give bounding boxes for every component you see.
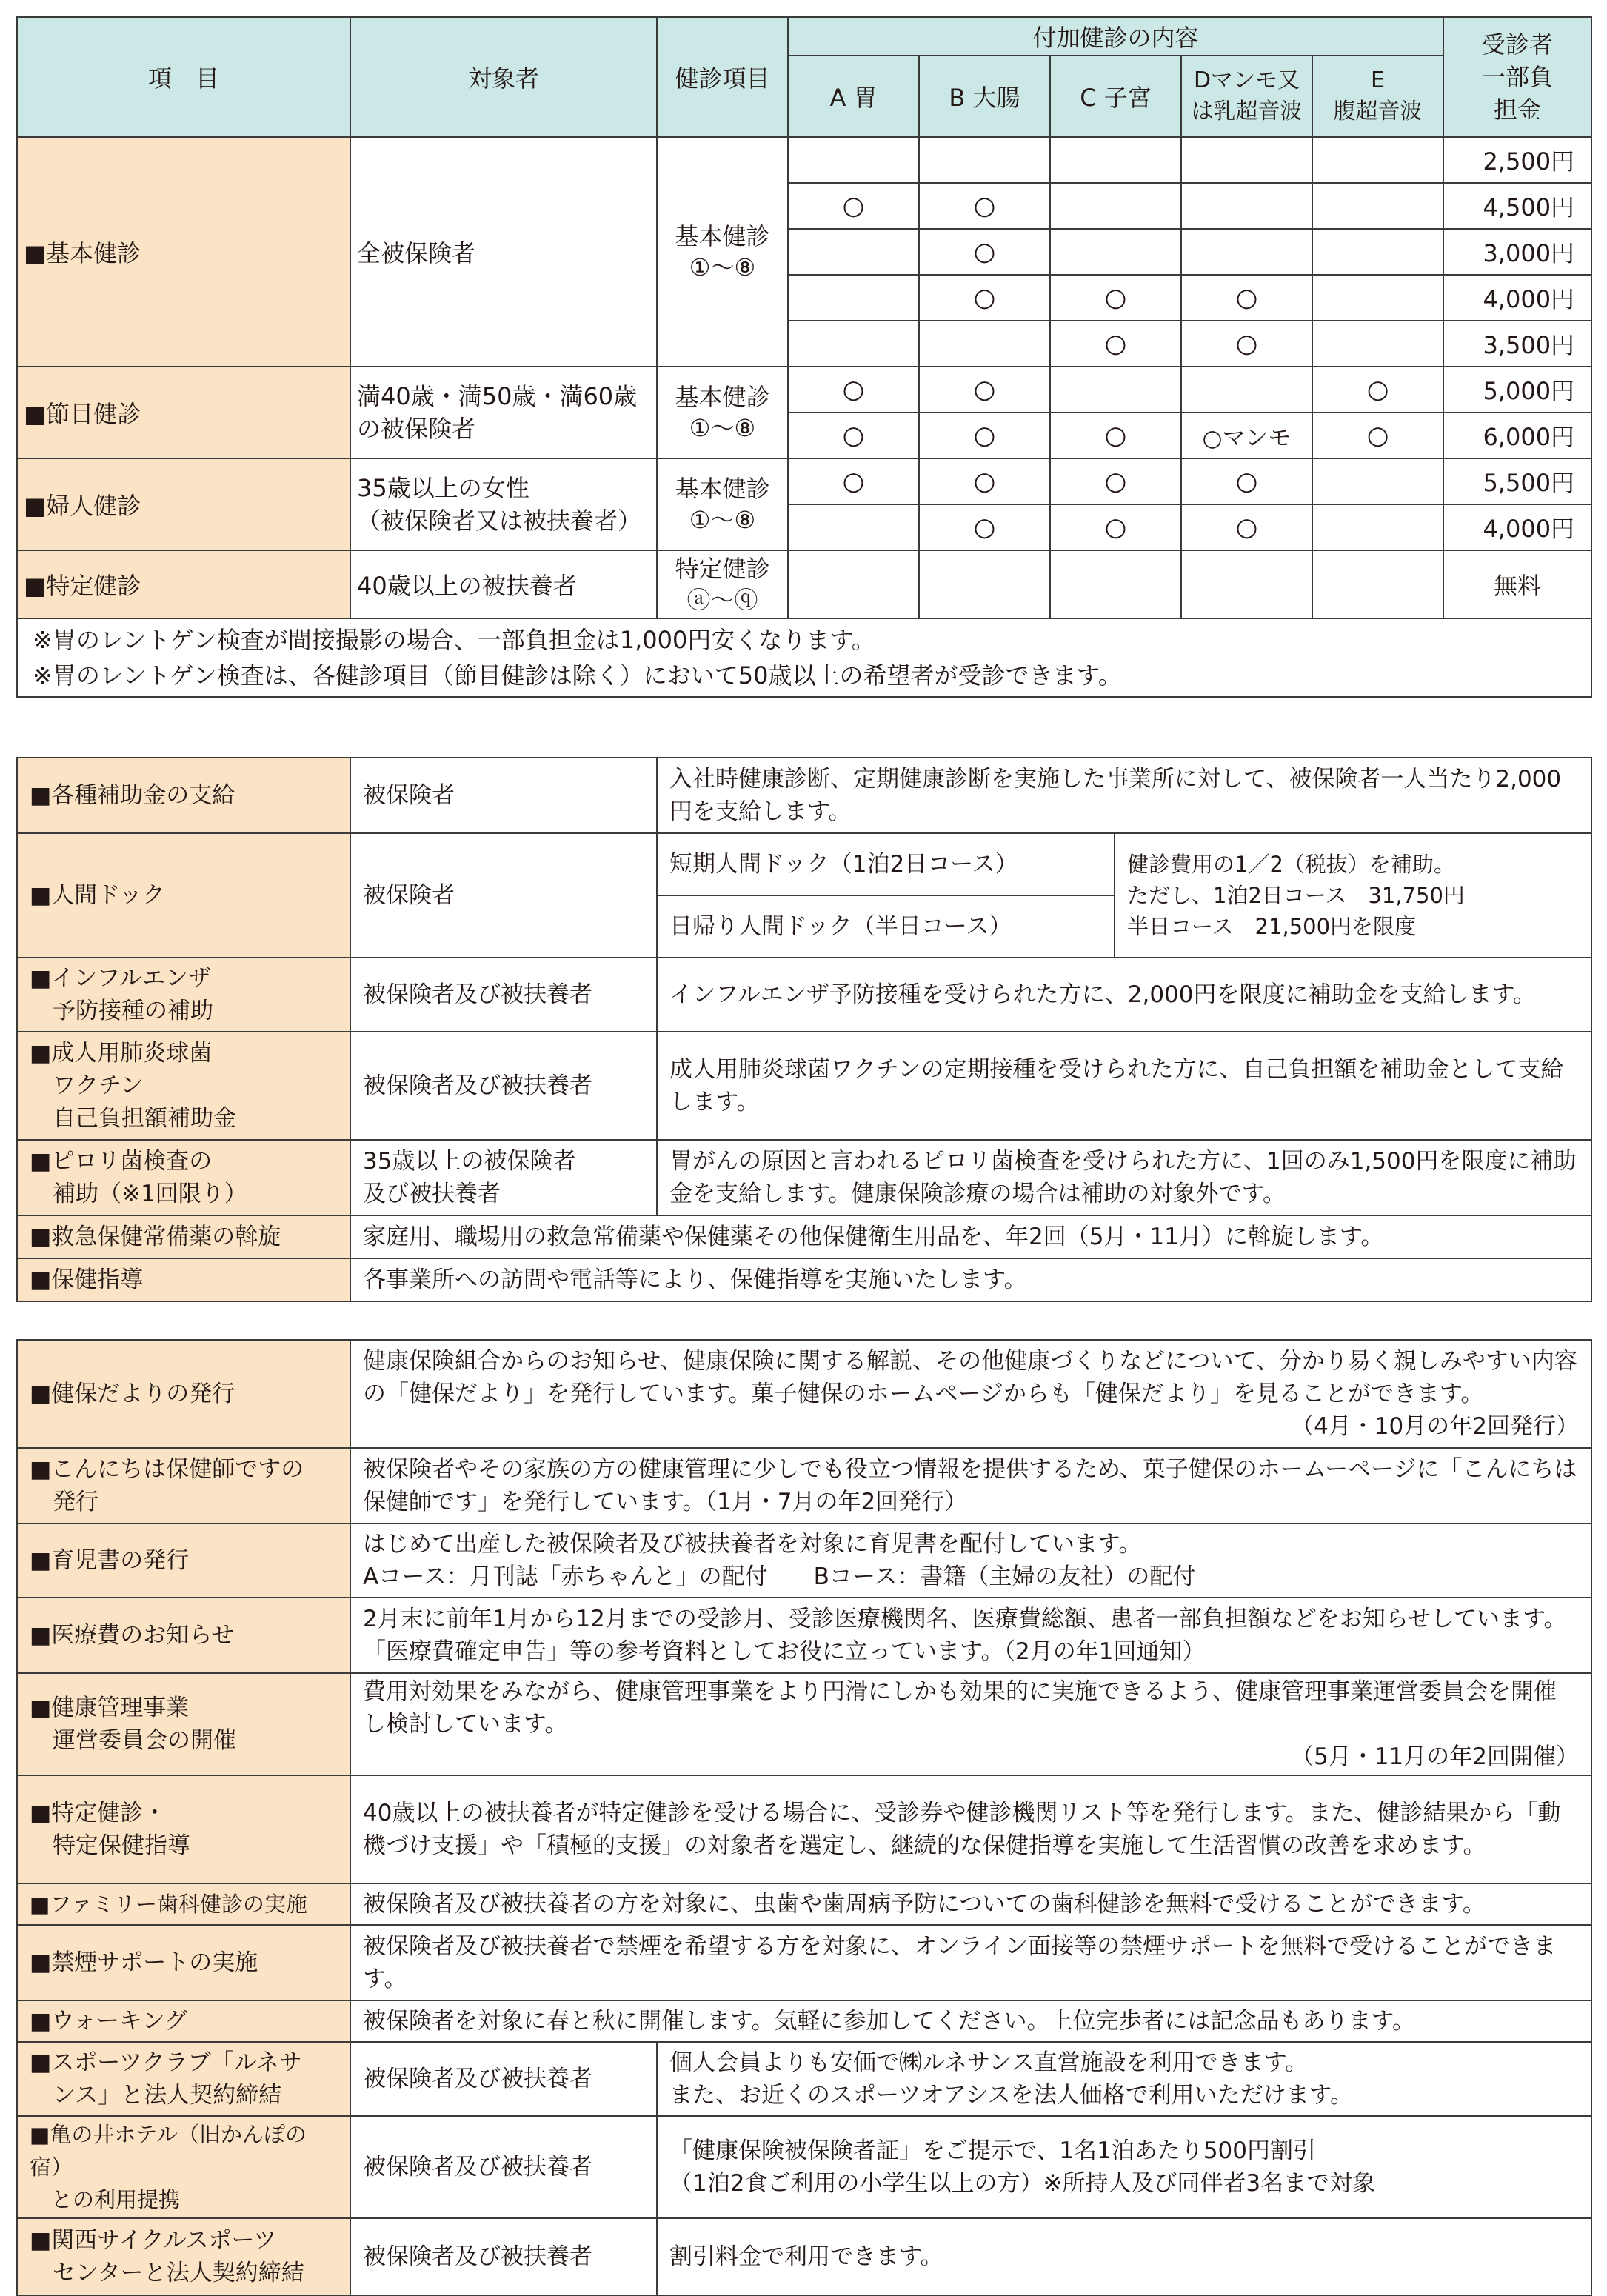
partner-label: ■スポーツクラブ「ルネサ ンス」と法人契約締結 <box>17 2042 350 2116</box>
service-label: ■ウォーキング <box>17 2000 350 2042</box>
mark-cell <box>1050 229 1181 275</box>
women-items: 基本健診 ①〜⑧ <box>657 458 788 550</box>
mark-cell: ○ <box>788 367 919 413</box>
mark-cell: ○ <box>919 458 1050 504</box>
partner-target: 被保険者及び被扶養者 <box>350 2218 657 2295</box>
benefit-target: 被保険者及び被扶養者 <box>350 958 657 1032</box>
benefit-desc: 成人用肺炎球菌ワクチンの定期接種を受けられた方に、自己負担額を補助金として支給します。 <box>657 1032 1591 1140</box>
header-col-a: A 胃 <box>788 56 919 137</box>
dock-target: 被保険者 <box>350 833 657 958</box>
mark-cell <box>1050 137 1181 183</box>
mark-cell <box>1312 229 1443 275</box>
milestone-target: 満40歳・満50歳・満60歳 の被保険者 <box>350 367 657 458</box>
mark-cell <box>1312 504 1443 550</box>
benefit-label: ■成人用肺炎球菌 ワクチン 自己負担額補助金 <box>17 1032 350 1140</box>
mark-cell <box>788 229 919 275</box>
header-col-d: Dマンモ又 は乳超音波 <box>1181 56 1312 137</box>
header-extra-title: 付加健診の内容 <box>788 17 1443 56</box>
service-label: ■禁煙サポートの実施 <box>17 1925 350 2000</box>
mark-cell: ○ <box>1312 413 1443 458</box>
service-label: ■健保だよりの発行 <box>17 1340 350 1448</box>
mark-cell <box>1312 183 1443 229</box>
service-label: ■健康管理事業 運営委員会の開催 <box>17 1673 350 1775</box>
dock-detail: 健診費用の1／2（税抜）を補助。 ただし、1泊2日コース 31,750円 半日コース 21,500円を限度 <box>1115 833 1591 958</box>
mark-cell: ○ <box>788 183 919 229</box>
partner-desc: 「健康保険被保険者証」をご提示で、1名1泊あたり500円割引 （1泊2食ご利用の小学生以上の方）※所持人及び同伴者3名まで対象 <box>657 2116 1591 2218</box>
mark-cell <box>1181 367 1312 413</box>
mark-cell <box>1312 458 1443 504</box>
mark-cell <box>788 137 919 183</box>
partner-label: ■亀の井ホテル（旧かんぽの宿） との利用提携 <box>17 2116 350 2218</box>
empty-cell <box>788 550 919 618</box>
mark-cell <box>1312 275 1443 321</box>
benefit-desc: 胃がんの原因と言われるピロリ菌検査を受けられた方に、1回のみ1,500円を限度に補助金を支給します。健康保険診療の場合は補助の対象外です。 <box>657 1140 1591 1215</box>
mark-cell <box>919 321 1050 367</box>
header-item: 項 目 <box>17 17 350 137</box>
empty-cell <box>1181 550 1312 618</box>
benefit-target: 被保険者 <box>350 758 657 833</box>
service-desc-suffix: （4月・10月の年2回発行） <box>1291 1413 1579 1440</box>
specific-target: 40歳以上の被扶養者 <box>350 550 657 618</box>
benefit-label: ■インフルエンザ 予防接種の補助 <box>17 958 350 1032</box>
basic-items: 基本健診 ①〜⑧ <box>657 137 788 367</box>
mark-cell: ○ <box>1181 275 1312 321</box>
benefit-desc: 入社時健康診断、定期健康診断を実施した事業所に対して、被保険者一人当たり2,000円を支給します。 <box>657 758 1591 833</box>
mark-cell <box>1050 183 1181 229</box>
service-desc: 2月末に前年1月から12月までの受診月、受診医療機関名、医療費総額、患者一部負担額などをお知らせしています。「医療費確定申告」等の参考資料としてお役に立っています。（2月の年1回通知） <box>350 1598 1591 1673</box>
exam-table <box>16 16 1592 698</box>
mark-cell <box>1050 367 1181 413</box>
mark-cell: ○ <box>1050 458 1181 504</box>
basic-label: ■基本健診 <box>17 137 350 367</box>
mark-cell: ○ <box>919 367 1050 413</box>
services-table <box>16 1339 1592 2296</box>
partner-target: 被保険者及び被扶養者 <box>350 2042 657 2116</box>
header-exam-items: 健診項目 <box>657 17 788 137</box>
header-burden: 受診者 一部負 担金 <box>1443 17 1591 137</box>
women-label: ■婦人健診 <box>17 458 350 550</box>
kyukyu-label: ■救急保健常備薬の斡旋 <box>17 1215 350 1258</box>
partner-target: 被保険者及び被扶養者 <box>350 2116 657 2218</box>
women-target: 35歳以上の女性 （被保険者又は被扶養者） <box>350 458 657 550</box>
basic-target: 全被保険者 <box>350 137 657 367</box>
partner-desc: 割引料金で利用できます。 <box>657 2218 1591 2295</box>
dock-course-day: 日帰り人間ドック（半日コース） <box>657 895 1115 958</box>
mark-cell <box>788 504 919 550</box>
mark-cell <box>1312 321 1443 367</box>
service-desc-text: 健康保険組合からのお知らせ、健康保険に関する解説、その他健康づくりなどについて、分かり易く親しみやすい内容の「健保だより」を発行しています。菓子健保のホームページからも「健保だより」を見ることができます。 <box>363 1348 1577 1407</box>
fee-cell: 6,000円 <box>1443 413 1591 458</box>
mark-cell: ○ <box>919 413 1050 458</box>
header-col-e: E 腹超音波 <box>1312 56 1443 137</box>
mark-cell: ○ <box>919 183 1050 229</box>
benefit-target: 被保険者及び被扶養者 <box>350 1032 657 1140</box>
mark-cell: ○ <box>1181 321 1312 367</box>
service-label: ■こんにちは保健師ですの 発行 <box>17 1448 350 1524</box>
service-desc: 被保険者を対象に春と秋に開催します。気軽に参加してください。上位完歩者には記念品もあります。 <box>350 2000 1591 2042</box>
mark-cell: ○ <box>1050 321 1181 367</box>
service-label: ■特定健診・ 特定保健指導 <box>17 1775 350 1883</box>
partner-desc: 個人会員よりも安価で㈱ルネサンス直営施設を利用できます。 また、お近くのスポーツオアシスを法人価格で利用いただけます。 <box>657 2042 1591 2116</box>
fee-cell: 4,000円 <box>1443 275 1591 321</box>
header-col-b: B 大腸 <box>919 56 1050 137</box>
milestone-label: ■節目健診 <box>17 367 350 458</box>
mark-cell: ○ <box>1312 367 1443 413</box>
dock-label: ■人間ドック <box>17 833 350 958</box>
mark-cell: ○ <box>1050 413 1181 458</box>
shido-desc: 各事業所への訪問や電話等により、保健指導を実施いたします。 <box>350 1258 1591 1301</box>
mark-cell <box>1181 183 1312 229</box>
shido-label: ■保健指導 <box>17 1258 350 1301</box>
fee-cell: 3,500円 <box>1443 321 1591 367</box>
dock-course-short: 短期人間ドック（1泊2日コース） <box>657 833 1115 895</box>
mark-cell: ○マンモ <box>1181 413 1312 458</box>
mark-cell <box>1181 229 1312 275</box>
service-desc <box>350 1673 1591 1775</box>
specific-label: ■特定健診 <box>17 550 350 618</box>
benefit-label: ■各種補助金の支給 <box>17 758 350 833</box>
benefit-label: ■ピロリ菌検査の 補助（※1回限り） <box>17 1140 350 1215</box>
header-col-c: C 子宮 <box>1050 56 1181 137</box>
specific-fee: 無料 <box>1443 550 1591 618</box>
empty-cell <box>919 550 1050 618</box>
mark-cell: ○ <box>919 275 1050 321</box>
mark-cell: ○ <box>1050 275 1181 321</box>
milestone-items: 基本健診 ①〜⑧ <box>657 367 788 458</box>
service-label: ■ファミリー歯科健診の実施 <box>17 1883 350 1925</box>
empty-cell <box>1050 550 1181 618</box>
service-desc-text: 費用対効果をみながら、健康管理事業をより円滑にしかも効果的に実施できるよう、健康管理事業運営委員会を開催し検討しています。 <box>363 1678 1557 1738</box>
service-desc-suffix: （5月・11月の年2回開催） <box>1291 1743 1579 1770</box>
kyukyu-desc: 家庭用、職場用の救急常備薬や保健薬その他保健衛生用品を、年2回（5月・11月）に斡旋します。 <box>350 1215 1591 1258</box>
fee-cell: 5,500円 <box>1443 458 1591 504</box>
exam-notes <box>17 618 1591 697</box>
fee-cell: 5,000円 <box>1443 367 1591 413</box>
service-label: ■医療費のお知らせ <box>17 1598 350 1673</box>
benefit-target: 35歳以上の被保険者 及び被扶養者 <box>350 1140 657 1215</box>
mark-cell <box>788 321 919 367</box>
fee-cell: 4,500円 <box>1443 183 1591 229</box>
service-desc: 被保険者及び被扶養者の方を対象に、虫歯や歯周病予防についての歯科健診を無料で受けることができます。 <box>350 1883 1591 1925</box>
empty-cell <box>1312 550 1443 618</box>
service-desc <box>350 1340 1591 1448</box>
note-line: ※胃のレントゲン検査が間接撮影の場合、一部負担金は1,000円安くなります。 <box>33 626 875 654</box>
benefit-desc: インフルエンザ予防接種を受けられた方に、2,000円を限度に補助金を支給します。 <box>657 958 1591 1032</box>
mark-cell: ○ <box>1181 458 1312 504</box>
mark-cell <box>1181 137 1312 183</box>
mark-cell <box>1312 137 1443 183</box>
service-desc: 被保険者及び被扶養者で禁煙を希望する方を対象に、オンライン面接等の禁煙サポートを無料で受けることができます。 <box>350 1925 1591 2000</box>
fee-cell: 4,000円 <box>1443 504 1591 550</box>
mark-cell: ○ <box>919 504 1050 550</box>
fee-cell: 2,500円 <box>1443 137 1591 183</box>
mark-cell: ○ <box>919 229 1050 275</box>
service-desc: はじめて出産した被保険者及び被扶養者を対象に育児書を配付しています。 Aコース：月刊誌「赤ちゃんと」の配付 Bコース：書籍（主婦の友社）の配付 <box>350 1524 1591 1598</box>
service-desc: 被保険者やその家族の方の健康管理に少しでも役立つ情報を提供するため、菓子健保のホームーページに「こんにちは保健師です」を発行しています。（1月・7月の年2回発行） <box>350 1448 1591 1524</box>
mark-cell: ○ <box>1050 504 1181 550</box>
benefits-table <box>16 757 1592 1302</box>
header-target: 対象者 <box>350 17 657 137</box>
note-line: ※胃のレントゲン検査は、各健診項目（節目健診は除く）において50歳以上の希望者が受診できます。 <box>33 661 1122 690</box>
fee-cell: 3,000円 <box>1443 229 1591 275</box>
mark-cell <box>788 275 919 321</box>
partner-label: ■関西サイクルスポーツ センターと法人契約締結 <box>17 2218 350 2295</box>
mark-cell: ○ <box>788 458 919 504</box>
mark-cell: ○ <box>1181 504 1312 550</box>
service-label: ■育児書の発行 <box>17 1524 350 1598</box>
mark-cell <box>919 137 1050 183</box>
service-desc: 40歳以上の被扶養者が特定健診を受ける場合に、受診券や健診機関リスト等を発行します。また、健診結果から「動機づけ支援」や「積極的支援」の対象者を選定し、継続的な保健指導を実施して生活習慣の改善を求めます。 <box>350 1775 1591 1883</box>
mark-cell: ○ <box>788 413 919 458</box>
specific-items: 特定健診 ⓐ〜ⓠ <box>657 550 788 618</box>
